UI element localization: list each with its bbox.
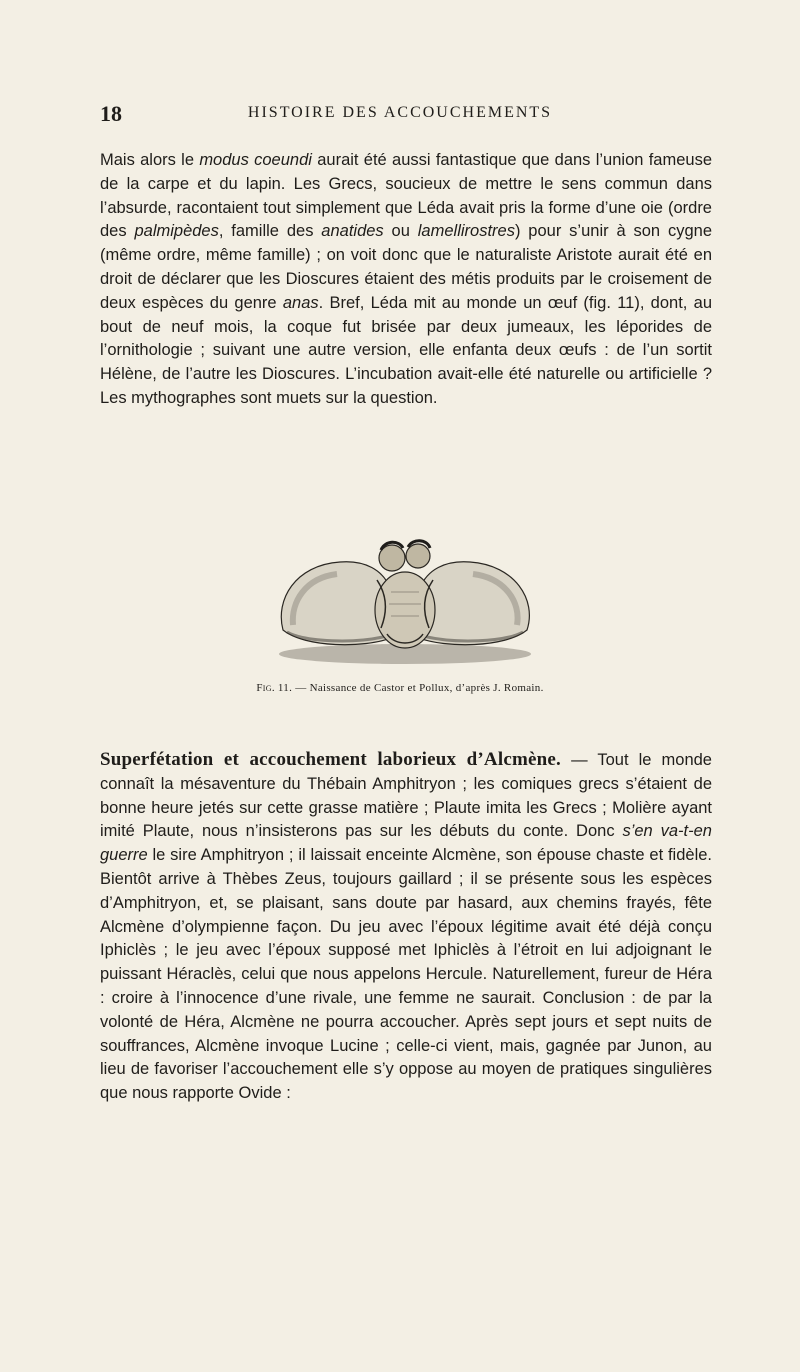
figure-egg-illustration bbox=[265, 530, 545, 667]
running-head: HISTOIRE DES ACCOUCHEMENTS bbox=[247, 104, 553, 121]
paragraph-leda bbox=[100, 149, 712, 411]
text-run: — Tout le monde connaît la mésaventure du Thébain Amphitryon ; les comiques grecs s’étaient de bonne heure jetés sur cette grasse matière ; Plaute imita les Grecs ; Molière ayant imité Plaute, nous n’insisterons pas sur les débuts du conte. Donc bbox=[100, 751, 712, 841]
text-run: . Bref, Léda mit au monde un œuf (fig. 11), dont, au bout de neuf mois, la coque fut brisée par deux jumeaux, les léporides de l’ornithologie ; suivant une autre version, elle enfanta deux œufs : de l’un sortit Hélène, de l’autre les Dioscures. L’incubation avait-elle été naturelle ou artificielle ? Les mythographes sont muets sur la question. bbox=[100, 293, 712, 407]
italic-run: anas bbox=[282, 293, 319, 312]
page-number: 18 bbox=[100, 101, 122, 126]
text-run: , famille des bbox=[218, 222, 322, 241]
italic-run: anatides bbox=[321, 222, 384, 241]
text-run: Mais alors le bbox=[100, 151, 200, 169]
text-run: le sire Amphitryon ; il laissait enceinte Alcmène, son épouse chaste et fidèle. Bientôt arrive à Thèbes Zeus, toujours gaillard ; il se présente sous les espèces d’Amphitryon, et, se plaisant, sans doute par hasard, aux chemins frayés, fête Alcmène d’olympienne façon. Du jeu avec l’époux légitime avait été déjà conçu Iphiclès ; le jeu avec l’époux supposé met Iphiclès à l’étroit en lui adjoignant le puissant Héraclès, celui que nous appelons Hercule. Naturellement, fureur de Héra : croire à l’innocence d’une rivale, une femme ne saurait. Conclusion : de par la volonté de Héra, Alcmène ne pourra accoucher. Après sept jours et sept nuits de souffrances, Alcmène invoque Lucine ; celle-ci vient, mais, gagnée par Junon, au lieu de favoriser l’accouchement elle s’y oppose au moyen de pratiques singulières que nous rapporte Ovide : bbox=[100, 846, 712, 1103]
figure-label: Fig. 11. bbox=[256, 682, 293, 694]
text-run: ou bbox=[383, 222, 418, 241]
text-run: ) pour s’unir à son cygne (même ordre, même famille) ; on voit donc que le naturaliste Aristote aurait été en droit de déclarer que les Dioscures étaient des métis produits par le croisement de deux espèces du genre bbox=[100, 222, 712, 312]
italic-run: s’en va-t-en guerre bbox=[100, 822, 712, 865]
figure-caption-text: — Naissance de Castor et Pollux, d’après J. Romain. bbox=[292, 682, 544, 694]
italic-run: modus coeundi bbox=[199, 151, 312, 169]
paragraph-alcmene bbox=[100, 748, 712, 1106]
italic-run: palmipèdes bbox=[134, 222, 219, 241]
italic-run: lamellirostres bbox=[417, 222, 515, 241]
section-heading: Superfétation et accouchement laborieux d’Alcmène. bbox=[100, 749, 561, 770]
text-run: aurait été aussi fantastique que dans l’union fameuse de la carpe et du lapin. Les Grecs, soucieux de mettre le sens commun dans l’absurde, racontaient tout simplement que Léda avait pris la forme d’une oie (ordre des bbox=[100, 151, 712, 241]
figure-caption bbox=[0, 682, 800, 694]
